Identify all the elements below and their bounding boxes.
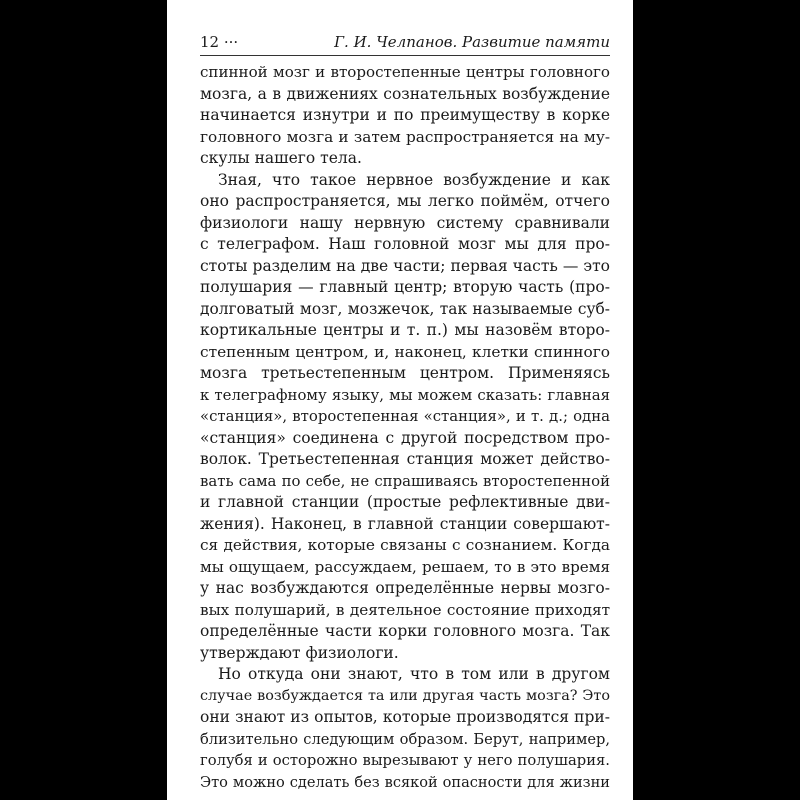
text-line: голубя и осторожно вырезывают у него полушария.	[200, 752, 610, 769]
text-line: вых полушарий, в деятельное состояние приходят	[200, 600, 610, 619]
text-line: спинной мозг и второстепенные центры головного	[200, 63, 610, 81]
text-line: начинается изнутри и по преимуществу в корке	[200, 106, 610, 124]
text-line: мозга, а в движениях сознательных возбуждение	[200, 84, 610, 103]
paragraph-3	[200, 664, 610, 793]
text-line: стоты разделим на две части; первая часть — это	[200, 256, 610, 275]
text-line: вать сама по себе, не спрашиваясь второстепенной	[200, 471, 610, 490]
text-line: Но откуда они знают, что в том или в другом	[218, 665, 610, 683]
text-line: оно распространяется, мы легко поймём, отчего	[200, 192, 610, 210]
text-line: полушария — главный центр; вторую часть (про-	[200, 278, 610, 296]
text-line: случае возбуждается та или другая часть мозга? Это	[200, 687, 610, 704]
book-page	[167, 0, 633, 800]
running-head	[200, 26, 610, 54]
text-line: «станция», второстепенная «станция», и т. д.; одна	[200, 407, 610, 425]
text-line: физиологи нашу нервную систему сравнивали	[200, 213, 610, 232]
text-line: с телеграфом. Наш головной мозг мы для про-	[200, 235, 610, 253]
header-rule	[200, 55, 610, 56]
running-title: Г. И. Челпанов. Развитие памяти	[334, 33, 610, 51]
text-line: Зная, что такое нервное возбуждение и как	[218, 170, 610, 189]
text-line: к телеграфному языку, мы можем сказать: главная	[200, 385, 610, 404]
text-line: мозга третьестепенным центром. Применяясь	[200, 364, 610, 382]
text-line: ся действия, которые связаны с сознанием. Когда	[200, 536, 610, 554]
text-line: утверждают физиологи.	[200, 643, 399, 662]
text-line: кортикальные центры и т. п.) мы назовём второ-	[200, 321, 610, 339]
text-line: и главной станции (простые рефлективные дви-	[200, 493, 610, 511]
text-line: они знают из опытов, которые производятся при-	[200, 708, 610, 726]
text-line: степенным центром, и, наконец, клетки спинного	[200, 342, 610, 361]
text-line: волок. Третьестепенная станция может действо-	[200, 450, 610, 468]
text-line: жения). Наконец, в главной станции совершают-	[200, 514, 610, 533]
text-line: скулы нашего тела.	[200, 149, 362, 167]
text-line: мы ощущаем, рассуждаем, решаем, то в это время	[200, 557, 610, 576]
text-line: головного мозга и затем распространяется на му-	[200, 127, 610, 146]
page-number: 12 ···	[200, 33, 239, 51]
text-line: долговатый мозг, мозжечок, так называемые суб-	[200, 299, 610, 318]
paragraph-1	[200, 62, 610, 170]
text-line: близительно следующим образом. Берут, например,	[200, 730, 610, 748]
paragraph-2	[200, 170, 610, 665]
text-line: определённые части корки головного мозга. Так	[200, 622, 610, 640]
text-line: «станция» соединена с другой посредством про-	[200, 428, 610, 447]
text-line: у нас возбуждаются определённые нервы мозго-	[200, 579, 610, 597]
body-text	[200, 62, 610, 793]
text-line: Это можно сделать без всякой опасности для жизни	[200, 773, 610, 791]
